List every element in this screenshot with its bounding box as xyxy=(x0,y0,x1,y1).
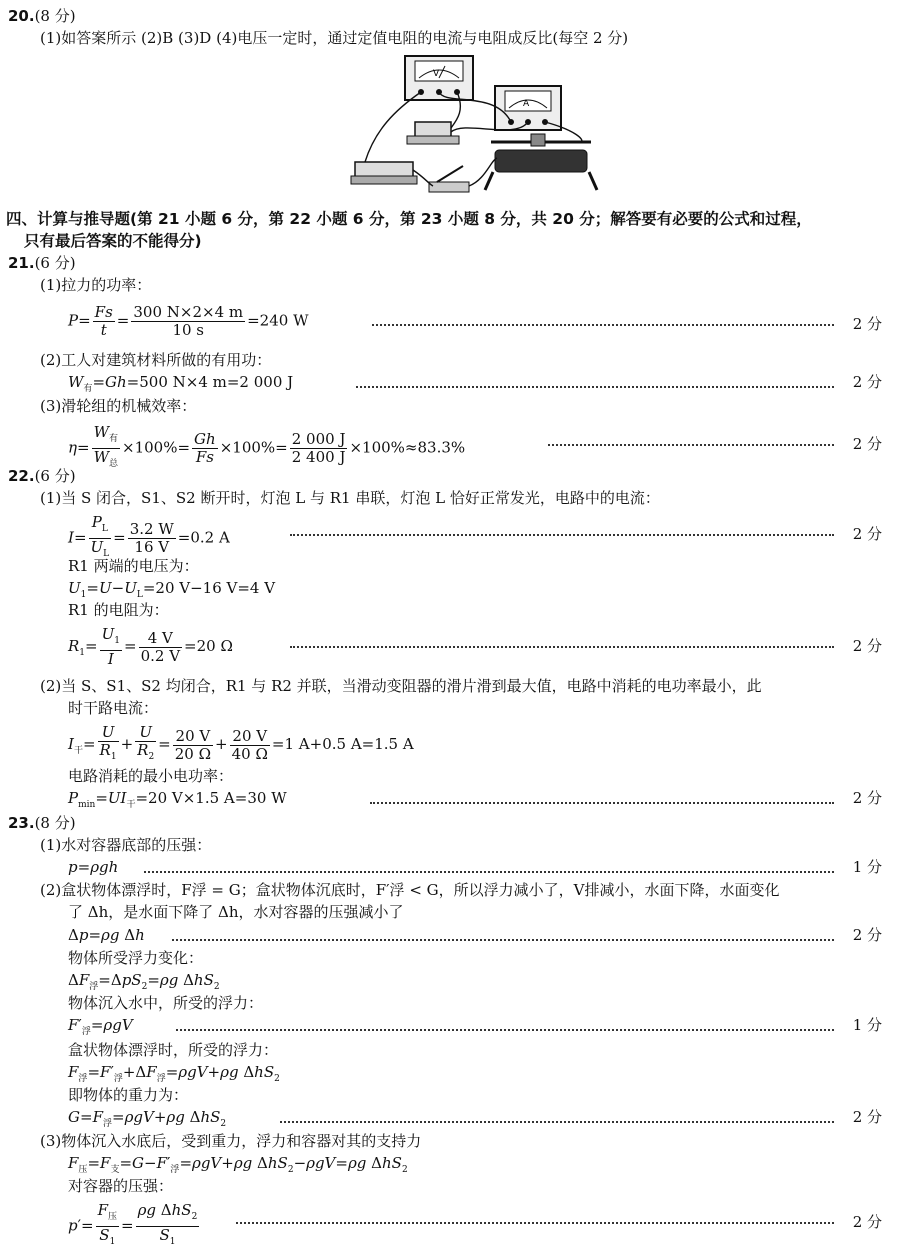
score-label: 2 分 xyxy=(852,926,882,944)
q23-part1-title: (1)水对容器底部的压强： xyxy=(40,836,212,854)
q22-formula-min-power: $P_{min}=UI_干=20$ V×1.5 A=30 W xyxy=(68,789,287,810)
q23-formula-gravity: $G=F_浮=\rho gV+\rho g$ ΔhS$_2$ xyxy=(68,1108,227,1129)
dot-leader xyxy=(372,324,834,326)
q23-header: 23.(8 分) xyxy=(8,814,76,832)
q23-formula-f-sunk: $F'_浮=\rho gV$ xyxy=(68,1016,133,1037)
dot-leader xyxy=(176,1029,834,1031)
q22-formula-voltage: $U_1=U-U_L=20$ V−16 V=4 V xyxy=(68,579,276,600)
q22-text-min-power: 电路消耗的最小电功率： xyxy=(68,767,234,785)
q23-formula-delta-p: Δp=ρg Δh xyxy=(68,926,145,944)
switch xyxy=(429,166,469,192)
circuit-figure xyxy=(345,50,605,200)
q23-part2-title-cont: 了 Δh，是水面下降了 Δh，水对容器的压强减小了 xyxy=(68,903,404,921)
q22-formula-trunk-current: $I_干=$ $\frac{U}{R_1}$ + $\frac{U}{R_2}$ = $\frac{20 V}{20 \Omega}$ + $\frac{20 V}{40 \Omega}$ =1 A+0.5 A=1.5 A xyxy=(68,723,414,763)
ammeter-label: A xyxy=(523,99,530,109)
q20-answer: (1)如答案所示 (2)B (3)D (4)电压一定时，通过定值电阻的电流与电阻成反比(每空 2 分) xyxy=(40,29,629,47)
q23-formula-f-float: $F_浮=F'_浮+\Delta F_浮=\rho gV+\rho g$ ΔhS$_2$ xyxy=(68,1063,280,1084)
q23-text-buoyancy-change: 物体所受浮力变化： xyxy=(68,949,204,967)
score-label: 2 分 xyxy=(852,637,882,655)
q21-part3-formula: η= $\frac{W_有}{W_总}$ ×100%= $\frac{Gh}{Fs}$ ×100%= $\frac{2 000 J}{2 400 J}$ ×100%≈83.3% xyxy=(68,423,466,469)
q23-text-gravity: 即物体的重力为： xyxy=(68,1086,189,1104)
dot-leader xyxy=(370,802,834,804)
q22-part2-title: (2)当 S、S1、S2 均闭合，R1 与 R2 并联，当滑动变阻器的滑片滑到最大值，电路中消耗的电功率最小，此 xyxy=(40,677,762,695)
q23-formula-pressure: p=ρgh xyxy=(68,858,119,876)
q22-text-r1-resistance: R1 的电阻为： xyxy=(68,601,169,619)
score-label: 2 分 xyxy=(852,1108,882,1126)
q23-text-sunk-buoyancy: 物体沉入水中，所受的浮力： xyxy=(68,994,264,1012)
score-label: 1 分 xyxy=(852,858,882,876)
score-label: 2 分 xyxy=(852,315,882,333)
q21-part1-title: (1)拉力的功率： xyxy=(40,276,152,294)
score-label: 2 分 xyxy=(852,1213,882,1231)
q20-header: 20.(8 分) xyxy=(8,7,76,25)
score-label: 2 分 xyxy=(852,435,882,453)
q23-text-container-pressure: 对容器的压强： xyxy=(68,1177,174,1195)
q23-formula-p-prime: p′= $\frac{F_压}{S_1}$ = $\frac{\rho g \Delta hS_2}{S_1}$ xyxy=(68,1201,198,1247)
dot-leader xyxy=(548,444,834,446)
section4-title: 四、计算与推导题(第 21 小题 6 分，第 22 小题 6 分，第 23 小题 8 分，共 20 分；解答要有必要的公式和过程， xyxy=(6,210,812,228)
section4-title-cont: 只有最后答案的不能得分) xyxy=(24,232,202,250)
q23-formula-delta-f: $\Delta F_浮=\Delta pS_2=\rho g$ ΔhS$_2$ xyxy=(68,971,220,992)
q23-text-float-buoyancy: 盒状物体漂浮时，所受的浮力： xyxy=(68,1041,279,1059)
score-label: 2 分 xyxy=(852,525,882,543)
q21-header: 21.(6 分) xyxy=(8,254,76,272)
q21-part3-title: (3)滑轮组的机械效率： xyxy=(40,397,197,415)
q22-formula-current: I= $\frac{P_L}{U_L}$ = $\frac{3.2 W}{16 V}$ =0.2 A xyxy=(68,513,230,559)
q22-part1-title: (1)当 S 闭合，S1、S2 断开时，灯泡 L 与 R1 串联，灯泡 L 恰好正常发光，电路中的电流： xyxy=(40,489,660,507)
dot-leader xyxy=(356,386,834,388)
dot-leader xyxy=(290,646,834,648)
score-label: 1 分 xyxy=(852,1016,882,1034)
q22-part2-title-cont: 时干路电流： xyxy=(68,699,159,717)
q22-header: 22.(6 分) xyxy=(8,467,76,485)
q21-part1-formula: P= $\frac{Fs}{t}$ = $\frac{300 N\times 2\times 4 m}{10 s}$ =240 W xyxy=(68,303,309,339)
q21-part2-title: (2)工人对建筑材料所做的有用功： xyxy=(40,351,272,369)
battery xyxy=(351,162,417,184)
q23-part3-title: (3)物体沉入水底后，受到重力，浮力和容器对其的支持力 xyxy=(40,1132,422,1150)
q21-part2-formula: $W_有=Gh=500$ N×4 m=2 000 J xyxy=(68,373,294,394)
resistor xyxy=(407,122,459,144)
q22-formula-resistance: $R_1=$ $\frac{U_1}{I}$ = $\frac{4 V}{0.2 V}$ =20 Ω xyxy=(68,625,233,668)
voltmeter-label: V xyxy=(433,69,440,79)
q23-part2-title: (2)盒状物体漂浮时，F浮 = G；盒状物体沉底时，F′浮 < G，所以浮力减小了，V排减小，水面下降，水面变化 xyxy=(40,881,780,899)
q22-text-r1-voltage: R1 两端的电压为： xyxy=(68,557,199,575)
dot-leader xyxy=(290,534,834,536)
dot-leader xyxy=(236,1222,834,1224)
q23-formula-support: $F_压=F_支=G-F'_浮=\rho gV+\rho g$ ΔhS$_2$−ρgV=ρg ΔhS$_2$ xyxy=(68,1154,408,1175)
dot-leader xyxy=(172,939,834,941)
score-label: 2 分 xyxy=(852,373,882,391)
score-label: 2 分 xyxy=(852,789,882,807)
dot-leader xyxy=(280,1121,834,1123)
rheostat xyxy=(485,134,597,190)
dot-leader xyxy=(144,871,834,873)
